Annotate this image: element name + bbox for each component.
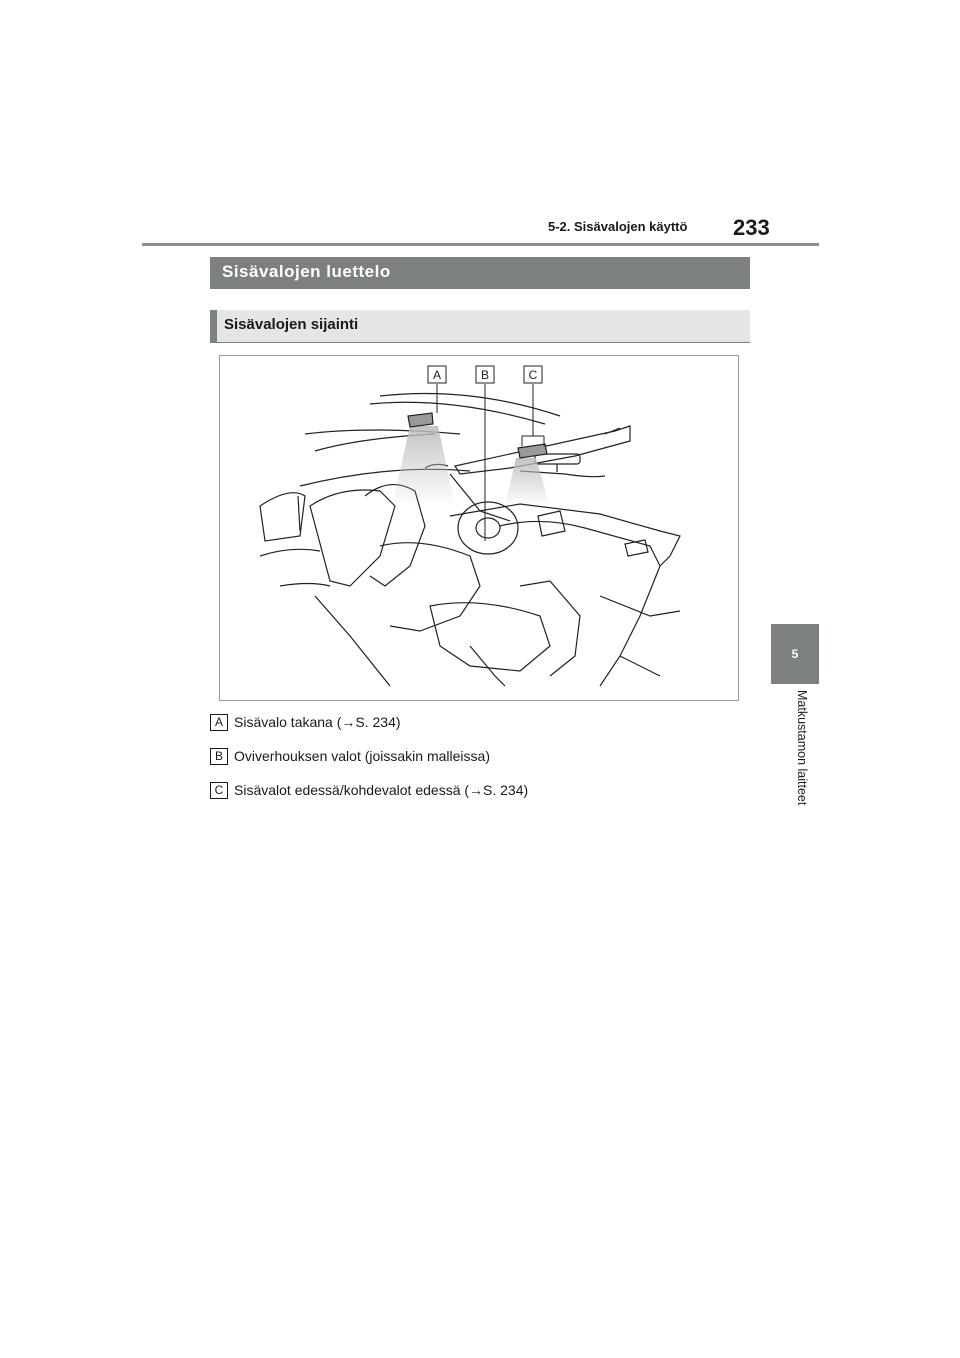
legend-item-c: [210, 780, 528, 800]
legend-badge-a: A: [210, 714, 228, 731]
page-number: 233: [733, 215, 770, 240]
chapter-tab: [771, 624, 819, 684]
chapter-title: Matkustamon laitteet: [795, 690, 809, 806]
section-title-bar: [210, 257, 750, 289]
callout-label-c: C: [528, 368, 538, 382]
legend-item-b: [210, 746, 490, 766]
page-title: Sisävalojen luettelo: [222, 262, 391, 281]
legend-badge-b: B: [210, 748, 228, 765]
subsection-bar: [210, 310, 750, 343]
legend-badge-c: C: [210, 782, 228, 799]
chapter-number: 5: [791, 647, 799, 661]
header-rule: [142, 243, 819, 246]
legend-text-c: Sisävalot edessä/kohdevalot edessä (→S. 234): [234, 782, 529, 798]
callout-label-a: A: [432, 368, 442, 382]
callout-label-b: B: [480, 368, 490, 382]
legend-item-a: [210, 712, 401, 732]
subsection-accent: [210, 310, 217, 342]
section-header: 5-2. Sisävalojen käyttö: [548, 219, 688, 234]
legend-text-a: Sisävalo takana (→S. 234): [234, 714, 401, 730]
car-interior-drawing: [220, 356, 740, 702]
subsection-title: Sisävalojen sijainti: [224, 316, 359, 333]
interior-lights-illustration: [219, 355, 739, 701]
legend-text-b: Oviverhouksen valot (joissakin malleissa): [234, 748, 490, 764]
